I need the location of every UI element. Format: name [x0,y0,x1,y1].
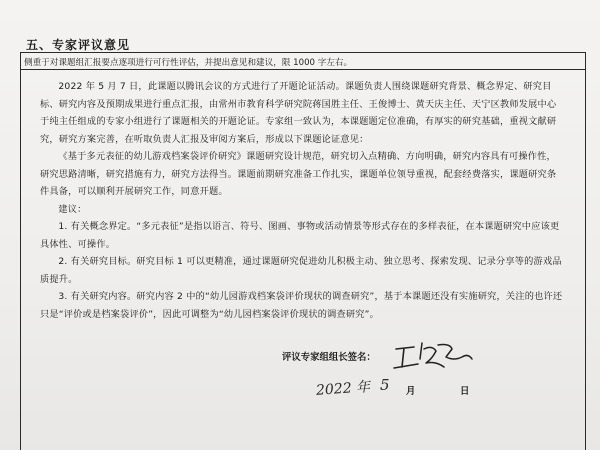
suggestion-3: 3. 有关研究内容。研究内容 2 中的“幼儿园游戏档案袋评价现状的调查研究”，基于本课题还没有实施研究，关注的也许还只是“评价或是档案袋评价”，因此可调整为“幼儿园档案袋评价现状的调查研究”。 [40,291,563,320]
date-year: 2022 年 [315,379,371,399]
form-border-top [20,52,586,53]
suggestion-2: 2. 有关研究目标。研究目标 1 可以更精准，通过课题研究促进幼儿积极主动、独立思考、探索发现、记录分享等的游戏品质提升。 [40,256,562,285]
form-divider [20,69,586,70]
suggestion-1: 1. 有关概念界定。“多元表征”是指以语言、符号、图画、事物或活动情景等形式存在的多样表征，在本课题研究中应该更具体性、可操作。 [40,221,560,250]
suggestion-heading: 建议： [58,203,87,215]
form-border-left [20,52,21,450]
instruction-text: 侧重于对课题组汇报要点逐项进行可行性评估，并提出意见和建议，限 1000 字左右。 [24,58,353,68]
signature-date [300,378,500,406]
opinion-paragraph-2: 《基于多元表征的幼儿游戏档案袋评价研究》课题研究设计规范，研究切入点精确、方向明确，研究内容具有可操作性，研究思路清晰，研究措施有力，研究方法得当。课题前期研究准备工作扎实，课题单位领导重视，配套经费落实，课题研究条件具备，可以顺利开展研究工作，同意开题。 [40,151,557,197]
date-day-label: 日 [460,386,470,397]
form-border-right [585,52,586,450]
date-month: 5 [380,376,390,394]
opinion-paragraph-1: 2022 年 5 月 7 日，此课题以腾讯会议的方式进行了开题论证活动。课题负责人围绕课题研究背景、概念界定、研究目标、研究内容及预期成果进行重点汇报，由常州市教育科学研究院蒋国胜主任、王俊博士、黄天庆主任、天宁区教师发展中心于纯主任组成的专家小组进行了课题相关的开题论证。专家组一致认为，本课题题定位准确，有厚实的研究基础，重视文献研究，研究方案完善，在听取负责人汇报及审阅方案后，形成以下课题论证意见： [40,81,557,145]
opinion-body [40,78,564,323]
handwritten-signature [392,337,502,375]
section-title: 五、专家评议意见 [26,38,131,52]
signature-label: 评议专家组组长签名： [282,352,376,363]
date-month-label: 月 [406,386,416,397]
